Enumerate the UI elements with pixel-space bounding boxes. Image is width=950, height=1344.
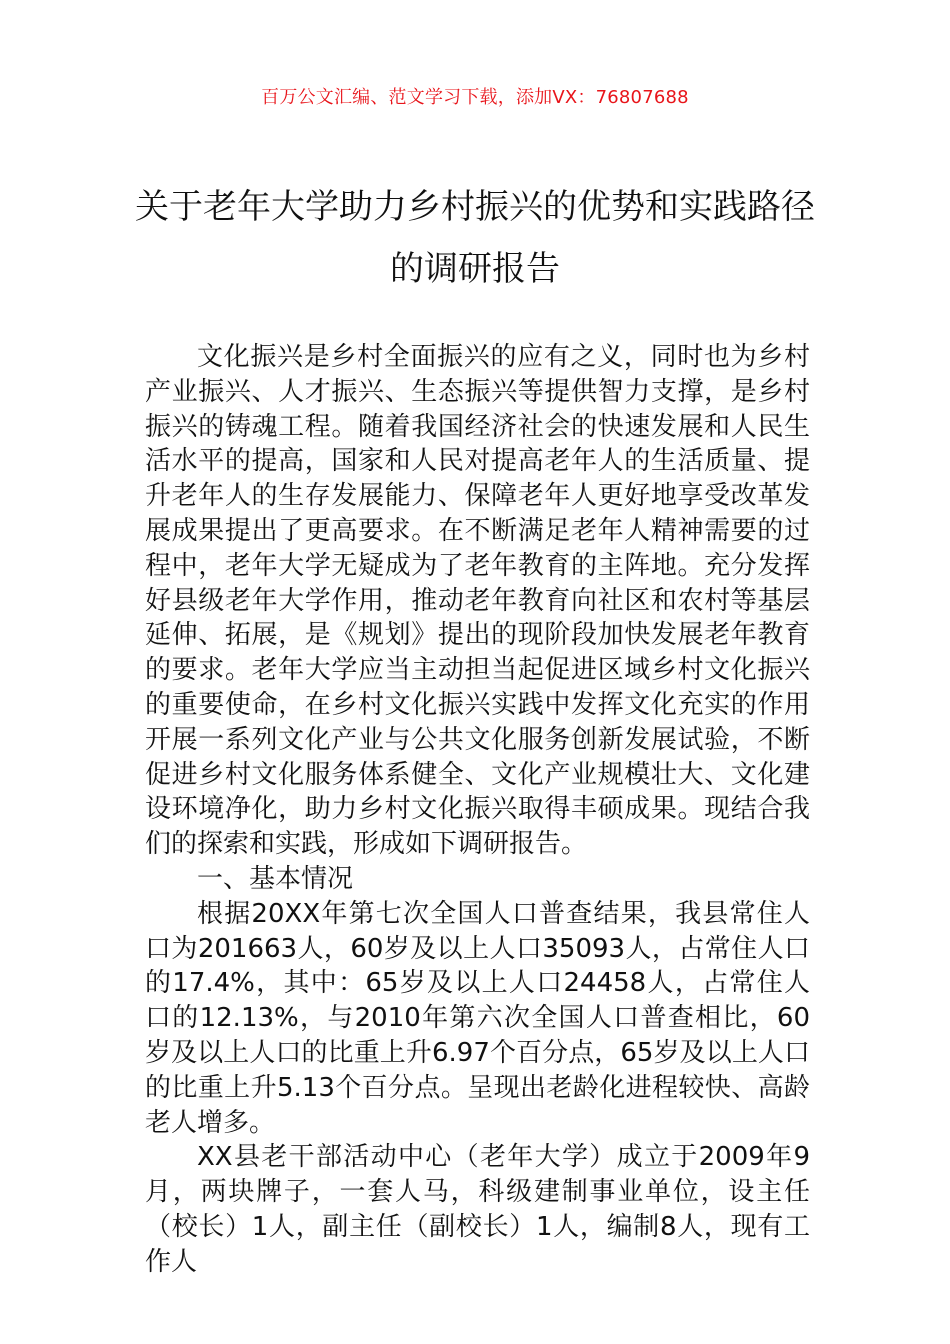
- intro-paragraph: 文化振兴是乡村全面振兴的应有之义，同时也为乡村产业振兴、人才振兴、生态振兴等提供智力支撑，是乡村振兴的铸魂工程。随着我国经济社会的快速发展和人民生活水平的提高，国家和人民对提高老年人的生活质量、提升老年人的生存发展能力、保障老年人更好地享受改革发展成果提出了更高要求。在不断满足老年人精神需要的过程中，老年大学无疑成为了老年教育的主阵地。充分发挥好县级老年大学作用，推动老年教育向社区和农村等基层延伸、拓展，是《规划》提出的现阶段加快发展老年教育的要求。老年大学应当主动担当起促进区域乡村文化振兴的重要使命，在乡村文化振兴实践中发挥文化充实的作用开展一系列文化产业与公共文化服务创新发展试验，不断促进乡村文化服务体系健全、文化产业规模壮大、文化建设环境净化，助力乡村文化振兴取得丰硕成果。现结合我们的探索和实践，形成如下调研报告。: [145, 342, 810, 860]
- document-title: 关于老年大学助力乡村振兴的优势和实践路径的调研报告: [135, 187, 815, 289]
- header-promo-note: 百万公文汇编、范文学习下载，添加VX：76807688: [261, 87, 689, 108]
- section-heading-basic-situation: 一、基本情况: [197, 863, 354, 894]
- organization-paragraph: XX县老干部活动中心（老年大学）成立于2009年9月，两块牌子，一套人马，科级建制事业单位，设主任（校长）1人，副主任（副校长）1人，编制8人，现有工作人: [145, 1142, 810, 1277]
- document-body: [145, 340, 810, 1280]
- census-paragraph: 根据20XX年第七次全国人口普查结果，我县常住人口为201663人，60岁及以上人口35093人，占常住人口的17.4%，其中：65岁及以上人口24458人，占常住人口的12.13%，与2010年第六次全国人口普查相比，60岁及以上人口的比重上升6.97个百分点，65岁及以上人口的比重上升5.13个百分点。呈现出老龄化进程较快、高龄老人增多。: [145, 898, 810, 1138]
